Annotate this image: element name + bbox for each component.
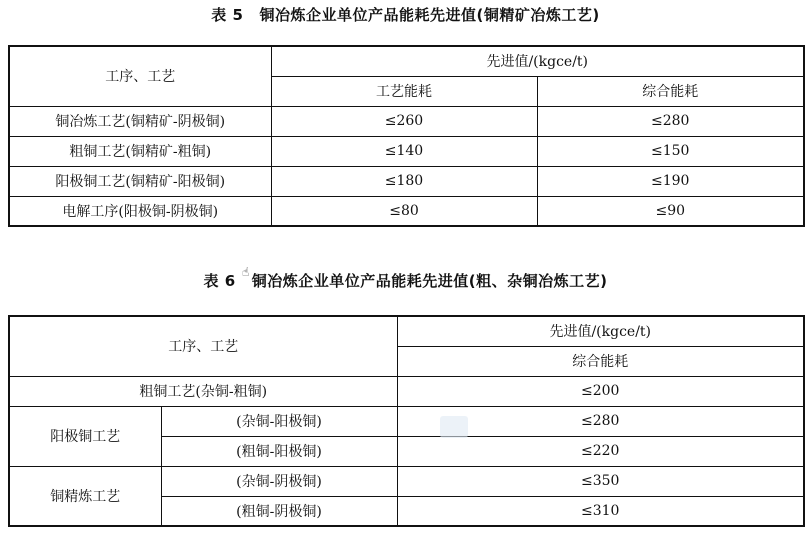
table6-cell-total-energy: ≤200	[397, 376, 804, 406]
table5-caption	[0, 4, 811, 25]
table6-header-total-energy: 综合能耗	[397, 346, 804, 376]
hand-cursor-icon: ☝	[242, 265, 250, 279]
table6-cell-total-energy: ≤310	[397, 496, 804, 526]
table6-cell-process: 粗铜工艺(杂铜-粗铜)	[9, 376, 397, 406]
table-row	[9, 106, 804, 136]
table5-cell-total-energy: ≤280	[537, 106, 804, 136]
table6-cell-sub-process: (杂铜-阴极铜)	[161, 466, 397, 496]
table5-header-row-1	[9, 46, 804, 76]
table5-cell-process: 阳极铜工艺(铜精矿-阳极铜)	[9, 166, 271, 196]
table6-caption-number: 表 6	[203, 272, 236, 290]
table5-cell-process-energy: ≤140	[271, 136, 537, 166]
table-row	[9, 376, 804, 406]
table5-caption-title: 铜冶炼企业单位产品能耗先进值(铜精矿冶炼工艺)	[259, 6, 600, 24]
table5-header-total-energy: 综合能耗	[537, 76, 804, 106]
watermark-logo	[440, 416, 468, 438]
table5-cell-process: 电解工序(阳极铜-阴极铜)	[9, 196, 271, 226]
table-row	[9, 196, 804, 226]
table6-header-row-1	[9, 316, 804, 346]
table6-group-anode-label: 阳极铜工艺	[9, 406, 161, 466]
table6-cell-sub-process: (粗铜-阳极铜)	[161, 436, 397, 466]
table5-cell-total-energy: ≤190	[537, 166, 804, 196]
table5-cell-process-energy: ≤180	[271, 166, 537, 196]
table6-cell-total-energy: ≤350	[397, 466, 804, 496]
table5	[8, 45, 805, 227]
table5-cell-process: 粗铜工艺(铜精矿-粗铜)	[9, 136, 271, 166]
table5-header-advanced-value: 先进值/(kgce/t)	[271, 46, 804, 76]
table5-cell-process-energy: ≤80	[271, 196, 537, 226]
table6	[8, 315, 805, 527]
table5-header-process-energy: 工艺能耗	[271, 76, 537, 106]
table5-caption-number: 表 5	[211, 6, 244, 24]
table-row	[9, 406, 804, 436]
table5-header-process: 工序、工艺	[9, 46, 271, 106]
table6-caption-title: 铜冶炼企业单位产品能耗先进值(粗、杂铜冶炼工艺)	[251, 272, 608, 290]
table5-cell-process-energy: ≤260	[271, 106, 537, 136]
table6-cell-sub-process: (杂铜-阳极铜)	[161, 406, 397, 436]
table6-caption	[0, 270, 811, 291]
table6-cell-total-energy: ≤220	[397, 436, 804, 466]
table-row	[9, 136, 804, 166]
table6-header-process: 工序、工艺	[9, 316, 397, 376]
table-row	[9, 166, 804, 196]
table6-cell-total-energy: ≤280	[397, 406, 804, 436]
table6-group-refined-label: 铜精炼工艺	[9, 466, 161, 526]
table6-header-advanced-value: 先进值/(kgce/t)	[397, 316, 804, 346]
table6-cell-sub-process: (粗铜-阴极铜)	[161, 496, 397, 526]
table-row	[9, 466, 804, 496]
table5-cell-total-energy: ≤90	[537, 196, 804, 226]
table5-cell-total-energy: ≤150	[537, 136, 804, 166]
table5-cell-process: 铜冶炼工艺(铜精矿-阴极铜)	[9, 106, 271, 136]
